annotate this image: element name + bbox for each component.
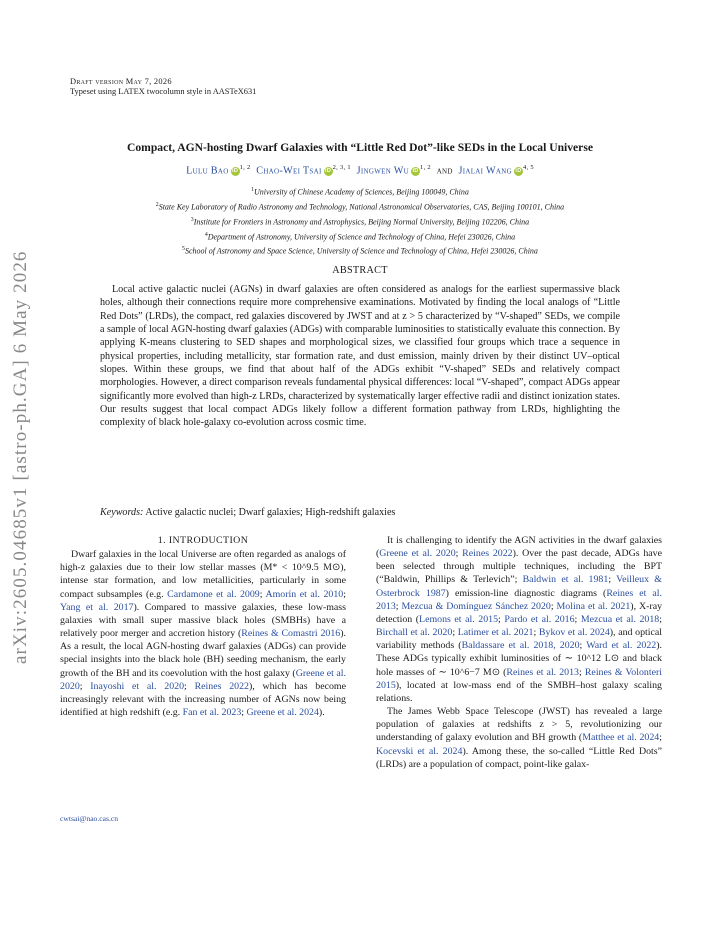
- orcid-icon[interactable]: iD: [412, 168, 419, 175]
- citation-link[interactable]: Cardamone et al. 2009: [167, 588, 260, 600]
- draft-header: [70, 77, 256, 97]
- typeset-line: Typeset using LATEX twocolumn style in AASTeX631: [70, 87, 257, 96]
- author-list: [60, 164, 660, 176]
- citation-link[interactable]: Inayoshi et al. 2020: [90, 680, 185, 692]
- citation-link[interactable]: Mezcua et al. 2018: [580, 613, 660, 625]
- paragraph-text: ). Compared to massive galaxies, these low-mass galaxies with small super massive black holes (SMBHs) have a relatively poor merger and accretion history (: [60, 601, 346, 640]
- intro-paragraph: [60, 548, 346, 719]
- paragraph-text: ;: [79, 680, 91, 692]
- authors-and: and: [436, 165, 453, 177]
- paragraph-text: ;: [452, 627, 458, 639]
- paragraph-text: ;: [498, 613, 505, 625]
- citation-link[interactable]: Fan et al. 2023: [182, 707, 242, 719]
- citation-link[interactable]: Mezcua & Domínguez Sánchez 2020: [401, 600, 551, 612]
- paragraph-text: ;: [659, 732, 662, 744]
- paragraph-text: ;: [241, 707, 247, 719]
- paragraph-text: It is challenging to identify the AGN activities in the dwarf galaxies (: [376, 535, 662, 560]
- affiliation: $^5$School of Astronomy and Space Science, University of Science and Technology of China, Hefei 230026, China: [182, 246, 538, 257]
- citation-link[interactable]: Lemons et al. 2015: [419, 613, 499, 625]
- paragraph-text: ;: [659, 613, 662, 625]
- affiliation: $^1$University of Chinese Academy of Sciences, Beijing 100049, China: [251, 187, 469, 197]
- author-affil-marker: 1, 2: [239, 164, 251, 171]
- paragraph-text: ;: [608, 574, 617, 586]
- paragraph-text: ;: [533, 627, 539, 639]
- author-affil-marker: 4, 5: [522, 164, 534, 171]
- citation-link[interactable]: Greene et al. 2024: [246, 707, 319, 719]
- citation-link[interactable]: Latimer et al. 2021: [457, 627, 534, 639]
- citation-link[interactable]: Reines 2022: [194, 680, 249, 692]
- keywords-list: Active galactic nuclei; Dwarf galaxies; High-redshift galaxies: [145, 507, 396, 518]
- body-paragraph: [376, 534, 662, 705]
- paragraph-text: ).: [318, 707, 325, 719]
- affiliation: $^3$Institute for Frontiers in Astronomy and Astrophysics, Beijing Normal University, Beijing 102206, China: [190, 216, 530, 227]
- citation-link[interactable]: Reines & Volonteri 2015: [376, 666, 662, 691]
- orcid-icon[interactable]: iD: [232, 168, 239, 175]
- citation-link[interactable]: Reines & Comastri 2016: [241, 628, 341, 640]
- keywords-label: Keywords:: [100, 507, 144, 518]
- citation-link[interactable]: Bykov et al. 2024: [538, 627, 610, 639]
- paragraph-text: ;: [184, 680, 195, 692]
- citation-link[interactable]: Greene et al. 2020: [379, 548, 456, 560]
- citation-link[interactable]: Birchall et al. 2020: [376, 627, 453, 639]
- paragraph-text: ), and optical variability methods (: [376, 627, 663, 652]
- citation-link[interactable]: Amorín et al. 2010: [265, 588, 344, 600]
- citation-link[interactable]: Reines et al. 2013: [376, 587, 662, 612]
- paragraph-text: ), located at low-mass end of the SMBH–host galaxy scaling relations.: [376, 679, 662, 704]
- author-name[interactable]: Jingwen Wu: [356, 165, 410, 177]
- arxiv-identifier: arXiv:2605.04685v1 [astro-ph.GA] 6 May 2026: [10, 250, 31, 664]
- paragraph-text: ;: [550, 600, 557, 612]
- paragraph-text: ;: [579, 640, 587, 652]
- affiliation-list: [60, 184, 660, 258]
- paragraph-text: ;: [455, 548, 463, 560]
- paragraph-text: ;: [395, 600, 402, 612]
- abstract-heading: ABSTRACT: [332, 265, 388, 276]
- body-paragraph: [376, 705, 662, 771]
- paragraph-text: ), X-ray detection (: [376, 600, 663, 625]
- paragraph-text: ). As a result, the local AGN-hosting dwarf galaxies (ADGs) can provide special insights into the black hole (BH) seeding mechanism, the early growth of the BH and its coevolution with the host galaxy (: [60, 628, 346, 679]
- paragraph-text: ) emission-line diagnostic diagrams (: [445, 587, 607, 599]
- citation-link[interactable]: Kocevski et al. 2024: [376, 745, 463, 757]
- draft-version-line: Draft version May 7, 2026: [70, 77, 172, 86]
- author-name[interactable]: Jialai Wang: [458, 165, 512, 177]
- author-name[interactable]: Lulu Bao: [186, 165, 229, 177]
- paragraph-text: ;: [579, 666, 585, 678]
- paragraph-text: ). Over the past decade, ADGs have been selected through multiple techniques, including the BPT (“Baldwin, Phillips & Terlevich”;: [376, 548, 662, 586]
- right-column: [376, 534, 662, 771]
- paragraph-text: ). These ADGs typically exhibit luminosities of ∼ 10^12 L⊙ and black hole masses of ∼ 10^6−7 M⊙ (: [376, 640, 662, 678]
- section-heading: 1. INTRODUCTION: [157, 535, 249, 546]
- orcid-icon[interactable]: iD: [325, 168, 332, 175]
- keywords: [100, 507, 395, 518]
- citation-link[interactable]: Baldwin et al. 1981: [522, 574, 609, 586]
- paragraph-text: ;: [343, 588, 346, 600]
- paragraph-text: The James Webb Space Telescope (JWST) has revealed a large population of galaxies at redshifts z > 5, revolutionizing our understanding of galaxy evolution and BH growth (: [376, 706, 662, 744]
- paragraph-text: ;: [259, 588, 266, 600]
- paper-title: Compact, AGN-hosting Dwarf Galaxies with “Little Red Dot”-like SEDs in the Local Universe: [127, 141, 593, 154]
- citation-link[interactable]: Pardo et al. 2016: [504, 613, 575, 625]
- paragraph-text: ). Among these, the so-called “Little Red Dots” (LRDs) are a population of compact, point-like galax-: [376, 745, 662, 770]
- affiliation: $^4$Department of Astronomy, University of Science and Technology of China, Hefei 230026, China: [204, 231, 516, 242]
- affiliation: $^2$State Key Laboratory of Radio Astronomy and Technology, National Astronomical Observatories, CAS, Beijing 100101, China: [155, 201, 565, 212]
- citation-link[interactable]: Ward et al. 2022: [586, 640, 657, 652]
- paragraph-text: ), which has become increasingly relevant with the increasing number of AGNs now being identified at high redshift (e.g.: [60, 680, 346, 719]
- citation-link[interactable]: Matthee et al. 2024: [582, 732, 660, 744]
- left-column: [60, 534, 346, 719]
- citation-link[interactable]: Baldassare et al. 2018, 2020: [461, 640, 580, 652]
- citation-link[interactable]: Greene et al. 2020: [60, 667, 347, 692]
- orcid-icon[interactable]: iD: [515, 168, 522, 175]
- author-affil-marker: 2, 3, 1: [332, 164, 351, 171]
- citation-link[interactable]: Yang et al. 2017: [60, 601, 134, 613]
- citation-link[interactable]: Reines et al. 2013: [506, 666, 579, 678]
- citation-link[interactable]: Reines 2022: [462, 548, 513, 560]
- abstract-text: Local active galactic nuclei (AGNs) in dwarf galaxies are often considered as analogs for the earliest supermassive black holes, although their connections require more comprehensive examinations. Motivated by finding the local analogs of “Little Red Dots” (LRDs), the compact, red galaxies discovered by JWST and at z > 5 characterized by “V-shaped” SEDs, we compile a sample of local AGN-hosting dwarf galaxies (ADGs) with comparable luminosities to statistically evaluate this connection. By applying K-means clustering to SED shapes and morphological sizes, we classified four groups which trace a sequence in physical properties, including metallicity, star formation rate, and dust emission, mainly driven by their distinct UV–optical slopes. Within these groups, we find that about half of the ADGs exhibit “V-shaped” SEDs and relatively compact morphologies. However, a direct comparison reveals fundamental physical differences: local “V-shaped”, compact ADGs appear significantly more evolved than high-z LRDs, characterized by systematically larger effective radii and distinct ionization states. Our results suggest that local compact ADGs likely follow a different formation pathway from LRDs, highlighting the complexity of black hole-galaxy co-evolution across cosmic time.: [100, 284, 620, 429]
- paragraph-text: Dwarf galaxies in the local Universe are often regarded as analogs of high-z galaxies due to their low stellar masses (M* < 10^9.5 M⊙), intense star formation, and low metallicities, particularly in some compact subsamples (e.g.: [60, 549, 346, 600]
- author-affil-marker: 1, 2: [420, 164, 431, 171]
- footnote-email[interactable]: cwtsai@nao.cas.cn: [60, 814, 119, 823]
- paragraph-text: ;: [574, 613, 581, 625]
- author-name[interactable]: Chao-Wei Tsai: [256, 165, 322, 177]
- citation-link[interactable]: Molina et al. 2021: [556, 600, 631, 612]
- citation-link[interactable]: Veilleux & Osterbrock 1987: [376, 574, 662, 599]
